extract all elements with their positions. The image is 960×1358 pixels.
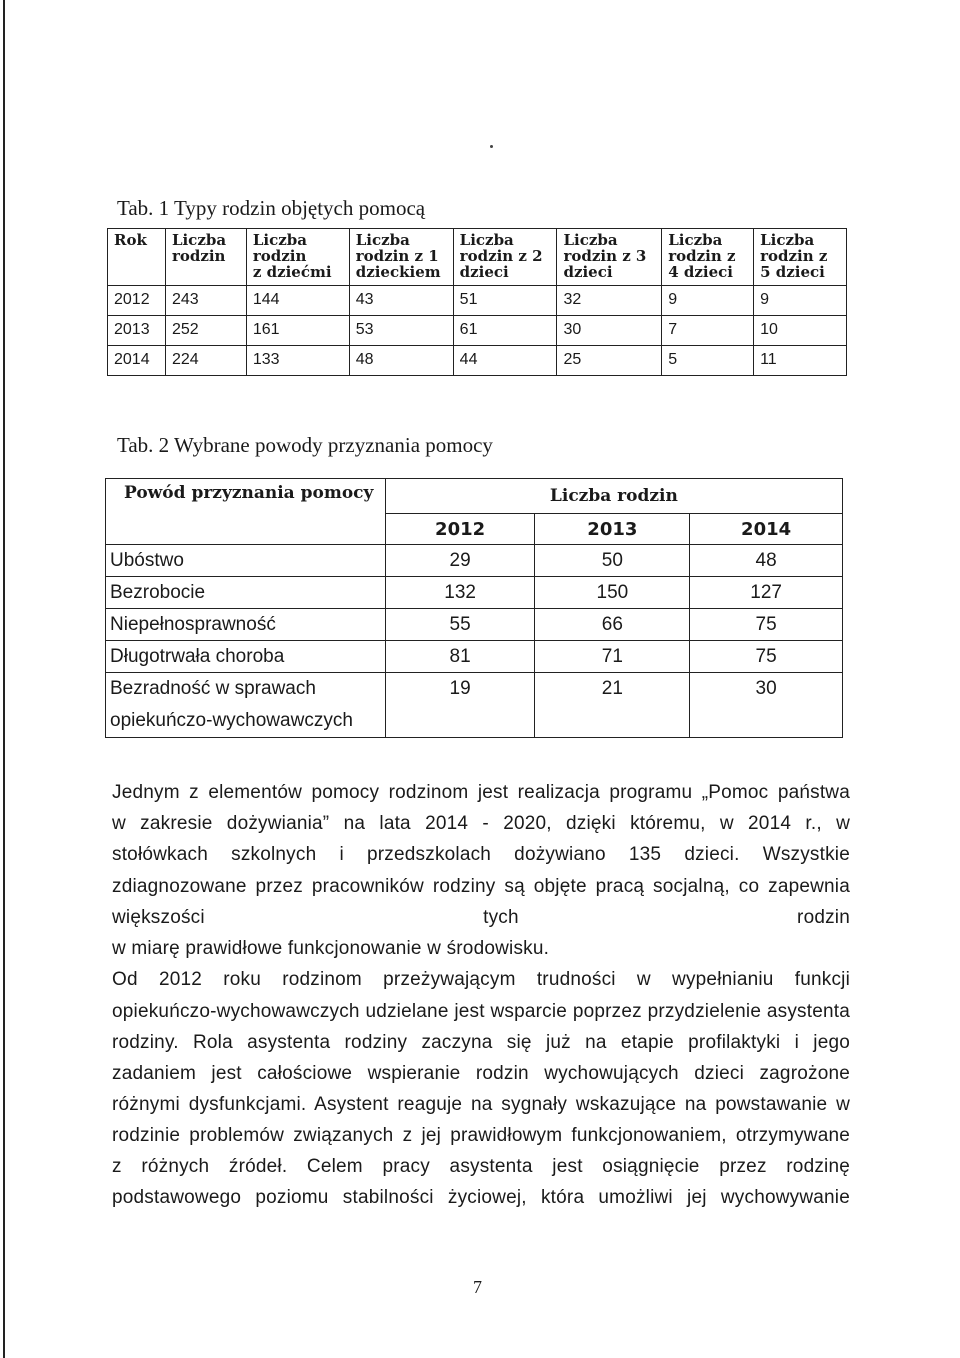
count-cell: 81: [385, 641, 535, 673]
reason-cell: [106, 545, 386, 577]
header-text: dzieckiem: [355, 263, 441, 281]
header-text: rodzin z: [760, 247, 828, 265]
reason-column-header: Powód przyznania pomocy: [106, 479, 386, 545]
paragraph-line: rodzinie problemów związanych z jej prawidłowym funkcjonowaniem, otrzymywane: [112, 1125, 850, 1146]
count-cell: 44: [453, 346, 557, 376]
table-row: [106, 545, 843, 577]
year-header: 2013: [535, 514, 690, 545]
count-cell: 243: [165, 286, 246, 316]
year-cell: 2012: [108, 286, 166, 316]
table-row: [108, 316, 847, 346]
count-cell: 133: [246, 346, 349, 376]
page-number: 7: [473, 1277, 482, 1297]
year-header: 2012: [385, 514, 535, 545]
reason-cell: [106, 577, 386, 609]
paragraph-line: opiekuńczo-wychowawczych udzielane jest wsparcie poprzez przydzielenie asystenta: [112, 1001, 850, 1022]
reason-cell: [106, 609, 386, 641]
table-row: [106, 641, 843, 673]
reason-text: Bezrobocie: [110, 582, 206, 603]
count-cell: 43: [349, 286, 453, 316]
table1-column-header: [349, 229, 453, 286]
header-text: rodzin: [171, 247, 226, 265]
header-text: Liczba: [252, 231, 307, 249]
family-types-table: [107, 228, 847, 376]
paragraph-line: zdiagnozowane przez pracowników rodziny są objęte pracą socjalną, co zapewnia: [112, 876, 850, 897]
table-row: [108, 286, 847, 316]
paragraph-line: zadaniem jest całościowe wspieranie rodzin wychowujących dzieci zagrożone: [112, 1063, 850, 1084]
reason-text: Niepełnosprawność: [110, 614, 276, 635]
scan-edge: [3, 0, 5, 1358]
count-cell: 25: [557, 346, 662, 376]
paragraph-line: różnymi dysfunkcjami. Asystent reaguje na sygnały wskazujące na powstawanie w: [112, 1094, 850, 1115]
count-cell: 252: [165, 316, 246, 346]
count-cell: 71: [535, 641, 690, 673]
table1-column-header: [557, 229, 662, 286]
count-cell: 10: [754, 316, 847, 346]
scan-speck: [490, 145, 493, 148]
header-text: rodzin z: [668, 247, 736, 265]
table-row: [106, 673, 843, 738]
count-cell: 75: [690, 609, 843, 641]
table1-column-header: [453, 229, 557, 286]
header-text: Rok: [114, 231, 147, 249]
table1-column-header: [662, 229, 754, 286]
paragraph-line: podstawowego poziomu stabilności życiowej, która umożliwi jej wychowywanie: [112, 1187, 850, 1208]
count-cell: 224: [165, 346, 246, 376]
paragraph-line: rodziny. Rola asystenta rodziny zaczyna się już na etapie profilaktyki i jego: [112, 1032, 850, 1053]
count-cell: 9: [662, 286, 754, 316]
header-text: Liczba: [668, 231, 723, 249]
table-row: [108, 346, 847, 376]
table2-header-row: [106, 479, 843, 514]
reason-text: Długotrwała choroba: [110, 646, 285, 667]
header-text: rodzin z 1: [355, 247, 439, 265]
table-row: [106, 577, 843, 609]
count-cell: 30: [557, 316, 662, 346]
header-text: rodzin z 2: [459, 247, 543, 265]
paragraph-line: Jednym z elementów pomocy rodzinom jest realizacja programu „Pomoc państwa: [112, 782, 850, 803]
header-text: z dziećmi: [252, 263, 332, 281]
reason-text: opiekuńczo-wychowawczych: [110, 710, 353, 731]
reason-text: Ubóstwo: [110, 550, 184, 571]
count-cell: 32: [557, 286, 662, 316]
count-cell: 29: [385, 545, 535, 577]
count-cell: 50: [535, 545, 690, 577]
count-cell: 48: [690, 545, 843, 577]
count-cell: 132: [385, 577, 535, 609]
header-text: Liczba: [760, 231, 815, 249]
paragraph-line: w zakresie dożywiania” na lata 2014 - 2020, dzięki któremu, w 2014 r., w: [112, 813, 850, 834]
count-cell: 53: [349, 316, 453, 346]
reason-cell: [106, 641, 386, 673]
header-text: dzieci: [459, 263, 509, 281]
header-text: dzieci: [563, 263, 613, 281]
header-text: Liczba: [459, 231, 514, 249]
year-cell: 2014: [108, 346, 166, 376]
count-cell: 11: [754, 346, 847, 376]
count-cell: 75: [690, 641, 843, 673]
count-cell: 144: [246, 286, 349, 316]
count-cell: 48: [349, 346, 453, 376]
count-cell: 150: [535, 577, 690, 609]
count-cell: 5: [662, 346, 754, 376]
reason-cell: [106, 673, 386, 738]
paragraph-line: stołówkach szkolnych i przedszkolach dożywiano 135 dzieci. Wszystkie: [112, 844, 850, 865]
count-cell: 55: [385, 609, 535, 641]
header-text: rodzin z 3: [563, 247, 647, 265]
family-count-header: Liczba rodzin: [385, 479, 842, 514]
header-text: Liczba: [355, 231, 410, 249]
header-text: rodzin: [252, 247, 307, 265]
header-text: 5 dzieci: [760, 263, 825, 281]
paragraph-line: z różnych źródeł. Celem pracy asystenta jest osiągnięcie przez rodzinę: [112, 1156, 850, 1177]
table1-header-row: [108, 229, 847, 286]
count-cell: 30: [690, 673, 843, 738]
count-cell: 51: [453, 286, 557, 316]
year-cell: 2013: [108, 316, 166, 346]
count-cell: 127: [690, 577, 843, 609]
year-header: 2014: [690, 514, 843, 545]
table1-column-header: [108, 229, 166, 286]
count-cell: 19: [385, 673, 535, 738]
table1-column-header: [246, 229, 349, 286]
count-cell: 161: [246, 316, 349, 346]
reason-text: Bezradność w sprawach: [110, 678, 316, 699]
table1-caption: Tab. 1 Typy rodzin objętych pomocą: [117, 196, 426, 220]
table1-column-header: [754, 229, 847, 286]
paragraph-line: większości tych rodzin: [112, 907, 850, 928]
count-cell: 7: [662, 316, 754, 346]
count-cell: 61: [453, 316, 557, 346]
paragraph-line: w miarę prawidłowe funkcjonowanie w środowisku.: [112, 938, 550, 959]
count-cell: 66: [535, 609, 690, 641]
aid-reasons-table: [105, 478, 843, 738]
header-text: 4 dzieci: [668, 263, 733, 281]
table-row: [106, 609, 843, 641]
header-text: Liczba: [171, 231, 227, 249]
paragraph-line: Od 2012 roku rodzinom przeżywającym trudności w wypełnianiu funkcji: [112, 969, 850, 990]
table2-caption: Tab. 2 Wybrane powody przyznania pomocy: [117, 433, 493, 457]
count-cell: 9: [754, 286, 847, 316]
count-cell: 21: [535, 673, 690, 738]
header-text: Liczba: [563, 231, 618, 249]
table1-column-header: [165, 229, 246, 286]
